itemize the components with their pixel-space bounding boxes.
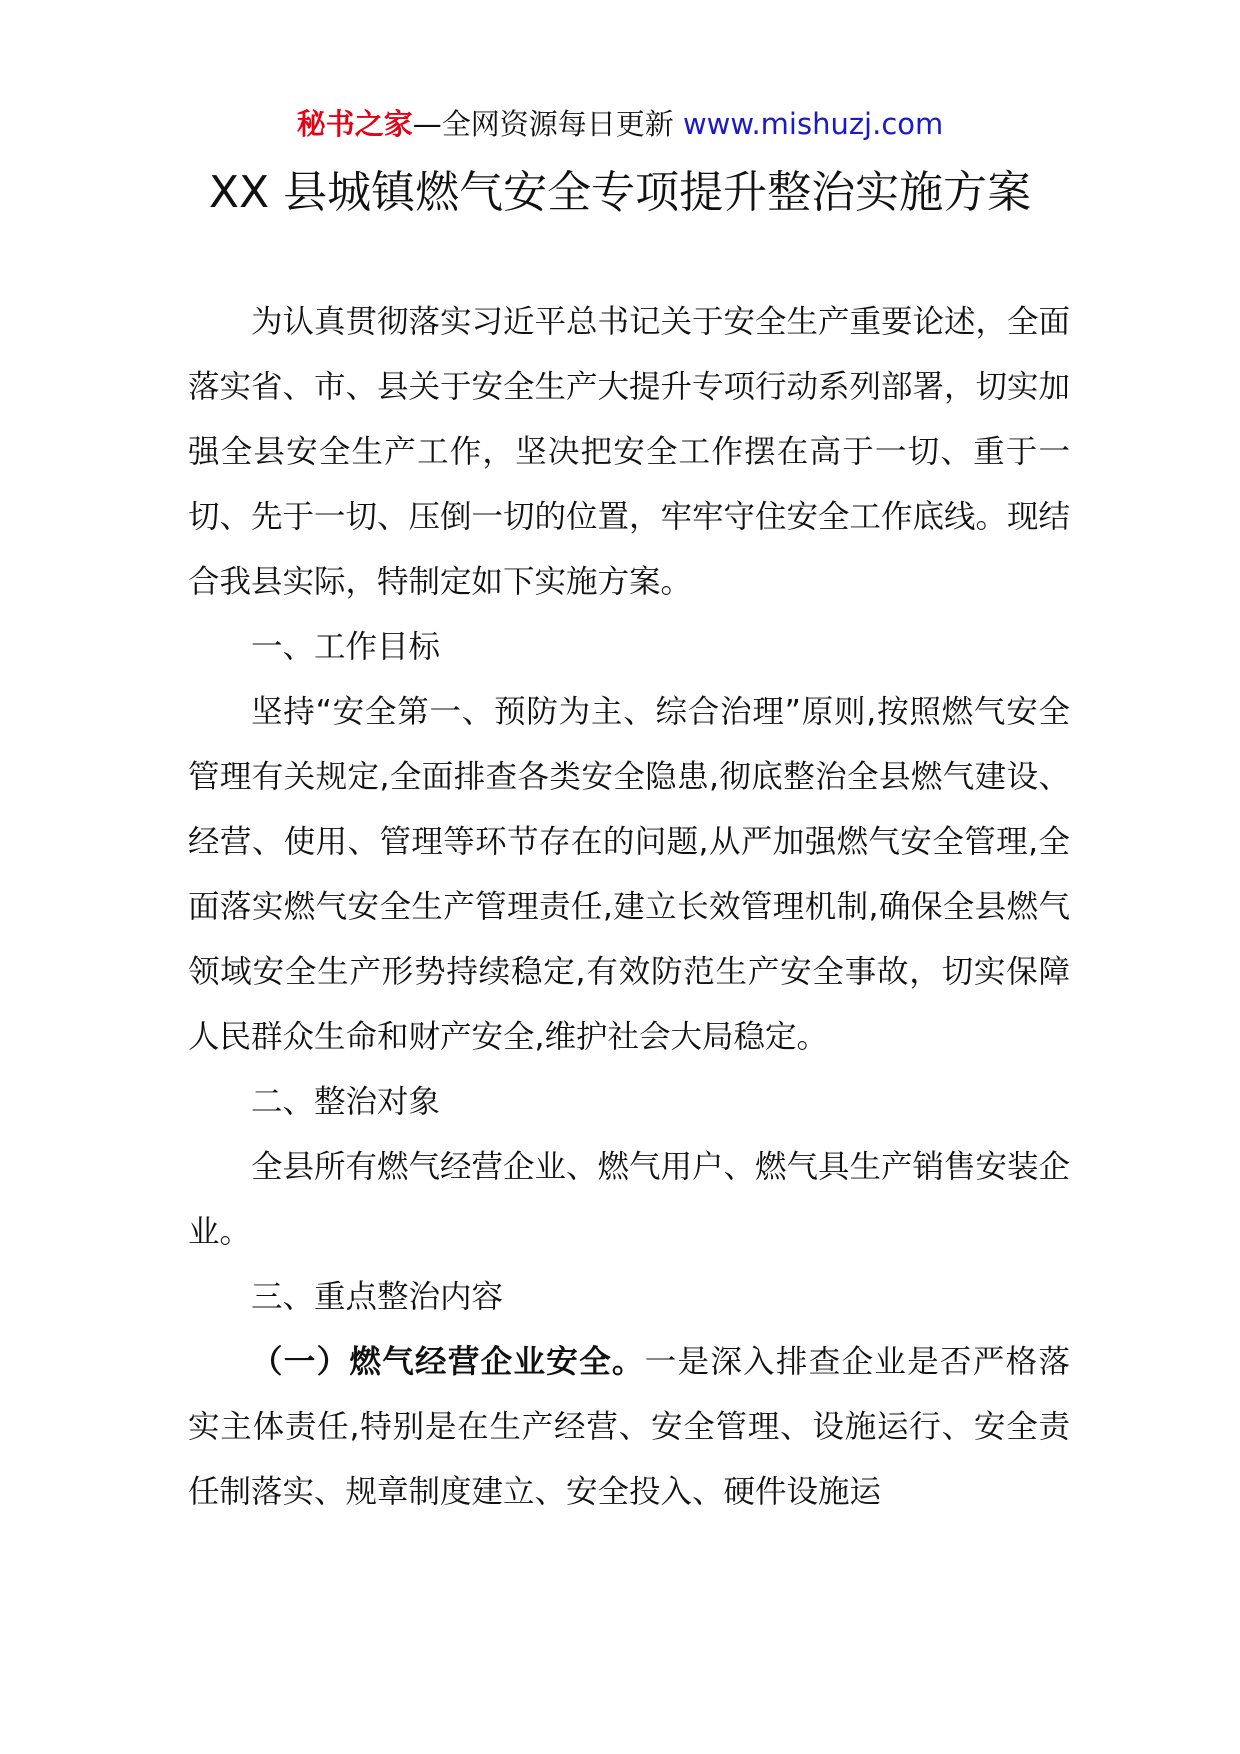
content-item-1-heading: （一）燃气经营企业安全。 [251,1344,645,1380]
site-banner [0,104,1240,144]
content-item-1-text: 一是深入排查企业是否严格落实主体责任,特别是在生产经营、安全管理、设施运行、安全责任制落实、规章制度建立、安全投入、硬件设施运 [188,1344,1070,1510]
content-item-1 [188,1330,1070,1525]
goals-paragraph: 坚持“安全第一、预防为主、综合治理”原则,按照燃气安全管理有关规定,全面排查各类安全隐患,彻底整治全县燃气建设、经营、使用、管理等环节存在的问题,从严加强燃气安全管理,全面落实燃气安全生产管理责任,建立长效管理机制,确保全县燃气领域安全生产形势持续稳定,有效防范生产安全事故，切实保障人民群众生命和财产安全,维护社会大局稳定。 [188,694,1070,1055]
site-url-link[interactable]: www.mishuzj.com [682,107,944,141]
site-tagline: —全网资源每日更新 [412,107,674,141]
site-brand: 秘书之家 [296,107,413,141]
document-title: XX 县城镇燃气安全专项提升整治实施方案 [208,167,1032,218]
targets-paragraph: 全县所有燃气经营企业、燃气用户、燃气具生产销售安装企业。 [188,1149,1071,1250]
intro-paragraph: 为认真贯彻落实习近平总书记关于安全生产重要论述，全面落实省、市、县关于安全生产大提升专项行动系列部署，切实加强全县安全生产工作，坚决把安全工作摆在高于一切、重于一切、先于一切、压倒一切的位置，牢牢守住安全工作底线。现结合我县实际，特制定如下实施方案。 [188,304,1071,600]
section-heading-goals: 一、工作目标 [251,629,441,665]
section-heading-targets: 二、整治对象 [251,1084,441,1120]
document-body [188,290,1070,1525]
section-heading-content: 三、重点整治内容 [251,1279,504,1315]
